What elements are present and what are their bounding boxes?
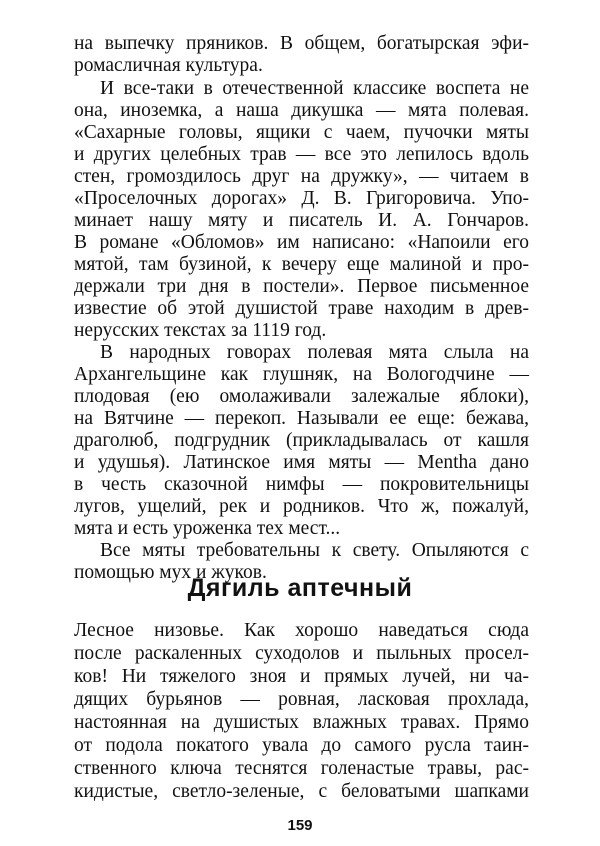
text-line: лугов, ущелий, рек и родников. Что ж, пожалуй, bbox=[74, 496, 529, 517]
text-line: после раскаленных суходолов и пыльных просел- bbox=[74, 643, 529, 664]
text-line: на выпечку пряников. В общем, богатырская эфи- bbox=[74, 33, 529, 54]
text-line: драголюб, подгрудник (прикладывалась от кашля bbox=[74, 430, 529, 451]
text-line: мятой, там бузиной, к вечеру еще малиной и про- bbox=[74, 254, 529, 275]
text-line: на Вятчине — перекоп. Называли ее еще: бежава, bbox=[74, 408, 529, 429]
text-line: и удушья). Латинское имя мяты — Mentha дано bbox=[74, 452, 529, 473]
text-line: «Проселочных дорогах» Д. В. Григоровича. Упо- bbox=[74, 188, 529, 209]
text-line: кидистые, светло-зеленые, с беловатыми шапками bbox=[74, 781, 529, 802]
text-line: В романе «Обломов» им написано: «Напоили его bbox=[74, 232, 529, 253]
text-line: ственного ключа теснятся голенастые травы, рас- bbox=[74, 758, 529, 779]
text-line: мята и есть уроженка тех мест... bbox=[74, 518, 341, 539]
text-line: настоянная на душистых влажных травах. Прямо bbox=[74, 712, 529, 733]
text-line: И все-таки в отечественной классике воспета не bbox=[100, 78, 529, 99]
text-line: и других целебных трав — все это лепилось вдоль bbox=[74, 144, 529, 165]
text-line: стен, громоздилось друг на дружку», — читаем в bbox=[74, 166, 529, 187]
text-line: нерусских текстах за 1119 год. bbox=[74, 320, 327, 341]
text-line: плодовая (ею омолаживали залежалые яблоки), bbox=[74, 386, 529, 407]
text-line: известие об этой душистой траве находим в древ- bbox=[74, 298, 529, 319]
text-line: ков! Ни тяжелого зноя и прямых лучей, ни ча- bbox=[74, 666, 529, 687]
text-line: В народных говорах полевая мята слыла на bbox=[100, 342, 529, 363]
text-line: помощью мух и жуков. bbox=[74, 562, 267, 583]
page-number: 159 bbox=[287, 817, 313, 834]
text-line: «Сахарные головы, ящики с чаем, пучочки мяты bbox=[74, 122, 529, 143]
text-line: держали три дня в постели». Первое письменное bbox=[74, 276, 529, 297]
text-line: ромасличная культура. bbox=[74, 55, 263, 76]
text-line: дящих бурьянов — ровная, ласковая прохлада, bbox=[74, 689, 529, 710]
text-line: от подола покатого увала до самого русла таин- bbox=[74, 735, 529, 756]
text-line: Все мяты требовательны к свету. Опыляются с bbox=[100, 540, 529, 561]
section-heading: Дягиль аптечный bbox=[187, 574, 413, 602]
text-line: в честь сказочной нимфы — покровительницы bbox=[74, 474, 529, 495]
text-line: Архангельщине как глушняк, на Вологодчине — bbox=[74, 364, 529, 385]
text-line: она, иноземка, а наша дикушка — мята полевая. bbox=[74, 100, 529, 121]
text-line: Лесное низовье. Как хорошо наведаться сюда bbox=[74, 620, 529, 641]
text-line: минает нашу мяту и писатель И. А. Гончаров. bbox=[74, 210, 529, 231]
